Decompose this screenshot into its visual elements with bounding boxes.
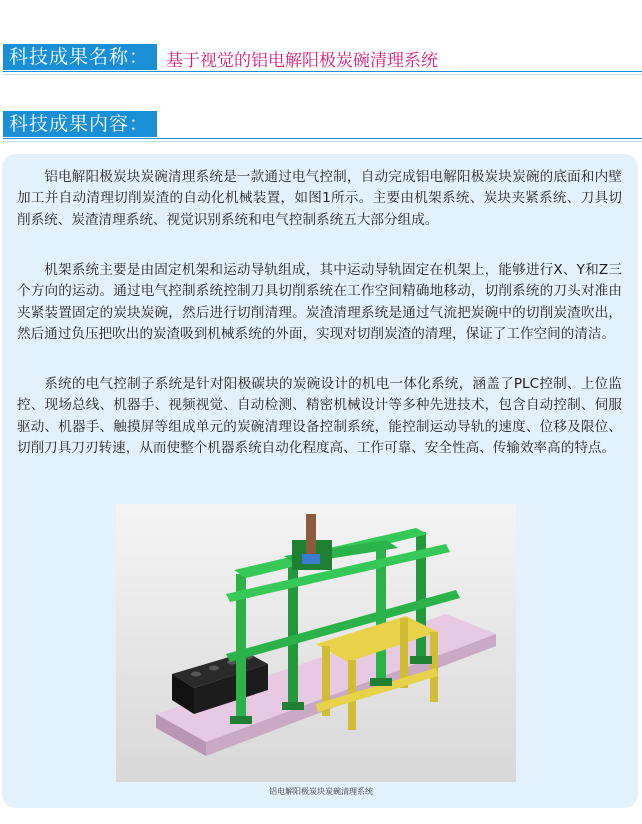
decor-dots [58,37,82,43]
divider [3,74,642,75]
achievement-content-label: 科技成果内容： [3,111,157,137]
achievement-content-header [0,111,642,139]
divider [3,71,642,72]
machine-figure [116,504,516,782]
divider [3,141,642,142]
decor-dots [58,104,82,110]
figure-caption: 铝电解阳极炭块炭碗清理系统 [269,787,373,796]
anode-cleaning-machine-illustration [116,504,516,782]
achievement-name-value: 基于视觉的铝电解阳极炭碗清理系统 [166,51,438,71]
achievement-name-header [0,44,642,72]
achievement-name-label: 科技成果名称： [3,44,157,70]
paragraph-2: 机架系统主要是由固定机架和运动导轨组成，其中运动导轨固定在机架上，能够进行X、Y和Z三个方向的运动。通过电气控制系统控制刀具切削系统在工作空间精确地移动，切削系统的刀头对准由夹紧装置固定的炭块炭碗，然后进行切削清理。炭渣清理系统是通过气流把炭碗中的切削炭渣吹出，然后通过负压把吹出的炭渣吸到机械系统的外面，实现对切削炭渣的清理，保证了工作空间的清洁。 [17,262,622,342]
paragraph-3: 系统的电气控制子系统是针对阳极碳块的炭碗设计的机电一体化系统，涵盖了PLC控制、上位监控、现场总线、机器手、视频视觉、自动检测、精密机械设计等多种先进技术，包含自动控制、伺服驱动、机器手、触摸屏等组成单元的炭碗清理设备控制系统，能控制运动导轨的速度、位移及限位、切削刀具刀刃转速，从而使整个机器系统自动化程度高、工作可靠、安全性高、传输效率高的特点。 [17,376,622,456]
divider [3,138,642,139]
paragraph-1: 铝电解阳极炭块炭碗清理系统是一款通过电气控制，自动完成铝电解阳极炭块炭碗的底面和内壁加工并自动清理切削炭渣的自动化机械装置，如图1所示。主要由机架系统、炭块夹紧系统、刀具切削系统、炭渣清理系统、视觉识别系统和电气控制系统五大部分组成。 [17,169,622,228]
